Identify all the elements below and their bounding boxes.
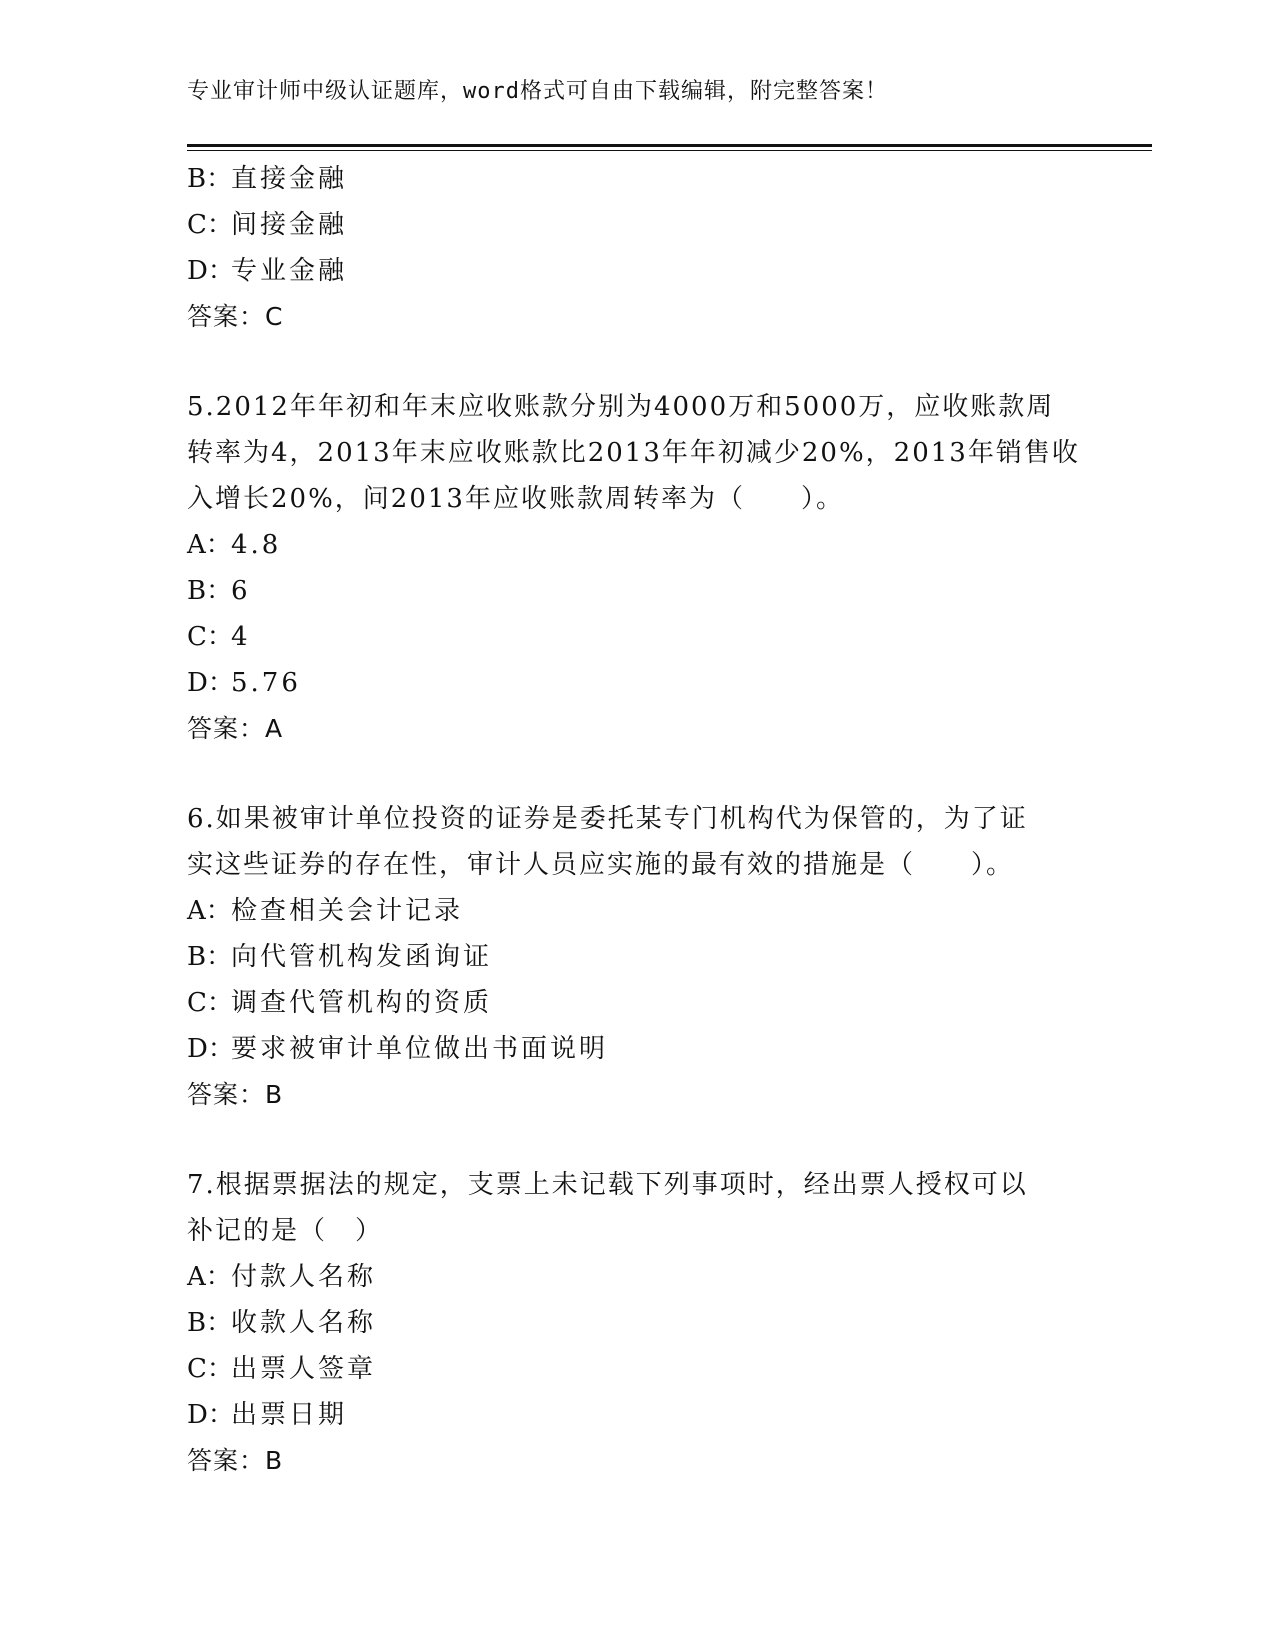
option-text: 调查代管机构的资质: [231, 988, 493, 1018]
spacer: [187, 340, 1087, 384]
option-text: 4.8: [231, 530, 282, 560]
question-6: [187, 796, 1087, 1118]
option-a: [187, 522, 1087, 568]
option-a: [187, 1254, 1087, 1300]
option-b: [187, 568, 1087, 614]
page-header: 专业审计师中级认证题库，word格式可自由下载编辑，附完整答案！: [187, 79, 888, 104]
question-line: 补记的是（ ）: [187, 1216, 384, 1246]
option-text: 收款人名称: [231, 1308, 377, 1338]
option-text: 间接金融: [231, 210, 348, 240]
option-text: 直接金融: [231, 164, 348, 194]
spacer: [187, 752, 1087, 796]
option-b: [187, 156, 1087, 202]
option-letter: B：: [187, 164, 233, 194]
option-c: [187, 1346, 1087, 1392]
question-line: 实这些证券的存在性，审计人员应实施的最有效的措施是（ ）。: [187, 850, 1015, 880]
answer: 答案：B: [187, 1080, 284, 1109]
option-letter: C：: [187, 1354, 233, 1384]
option-text: 出票人签章: [231, 1354, 377, 1384]
question-line: 入增长20%，问2013年应收账款周转率为（ ）。: [187, 484, 844, 514]
option-d: [187, 1026, 1087, 1072]
option-c: [187, 980, 1087, 1026]
answer: 答案：C: [187, 302, 284, 331]
option-text: 要求被审计单位做出书面说明: [231, 1034, 609, 1064]
option-b: [187, 934, 1087, 980]
option-text: 6: [231, 576, 251, 606]
option-text: 向代管机构发函询证: [231, 942, 493, 972]
question-line: 5.2012年年初和年末应收账款分别为4000万和5000万，应收账款周: [187, 392, 1055, 422]
question-line: 转率为4，2013年末应收账款比2013年年初减少20%，2013年销售收: [187, 438, 1080, 468]
option-letter: B：: [187, 1308, 233, 1338]
question-5: [187, 384, 1087, 752]
option-letter: D：: [187, 1400, 234, 1430]
option-c: [187, 202, 1087, 248]
option-d: [187, 248, 1087, 294]
option-letter: A：: [187, 530, 232, 560]
option-b: [187, 1300, 1087, 1346]
option-letter: D：: [187, 1034, 234, 1064]
option-letter: A：: [187, 896, 232, 926]
answer: 答案：B: [187, 1446, 284, 1475]
option-text: 5.76: [231, 668, 301, 698]
option-letter: D：: [187, 256, 234, 286]
option-text: 出票日期: [231, 1400, 348, 1430]
option-letter: B：: [187, 942, 233, 972]
question-text: [187, 796, 1087, 888]
option-d: [187, 660, 1087, 706]
spacer: [187, 1118, 1087, 1162]
option-letter: C：: [187, 210, 233, 240]
option-letter: C：: [187, 622, 233, 652]
header-rule-thick: [187, 144, 1152, 147]
question-line: 6.如果被审计单位投资的证券是委托某专门机构代为保管的，为了证: [187, 804, 1028, 834]
question-line: 7.根据票据法的规定，支票上未记载下列事项时，经出票人授权可以: [187, 1170, 1028, 1200]
option-text: 付款人名称: [231, 1262, 377, 1292]
option-d: [187, 1392, 1087, 1438]
option-letter: B：: [187, 576, 233, 606]
question-text: [187, 384, 1087, 522]
header-rule-thin: [187, 150, 1152, 151]
option-text: 检查相关会计记录: [231, 896, 464, 926]
option-a: [187, 888, 1087, 934]
question-text: [187, 1162, 1087, 1254]
option-text: 4: [231, 622, 251, 652]
option-c: [187, 614, 1087, 660]
option-letter: D：: [187, 668, 234, 698]
question-4-tail: [187, 156, 1087, 340]
option-letter: A：: [187, 1262, 232, 1292]
option-letter: C：: [187, 988, 233, 1018]
option-text: 专业金融: [231, 256, 348, 286]
question-7: [187, 1162, 1087, 1484]
answer: 答案：A: [187, 714, 284, 743]
document-content: [187, 156, 1087, 1484]
